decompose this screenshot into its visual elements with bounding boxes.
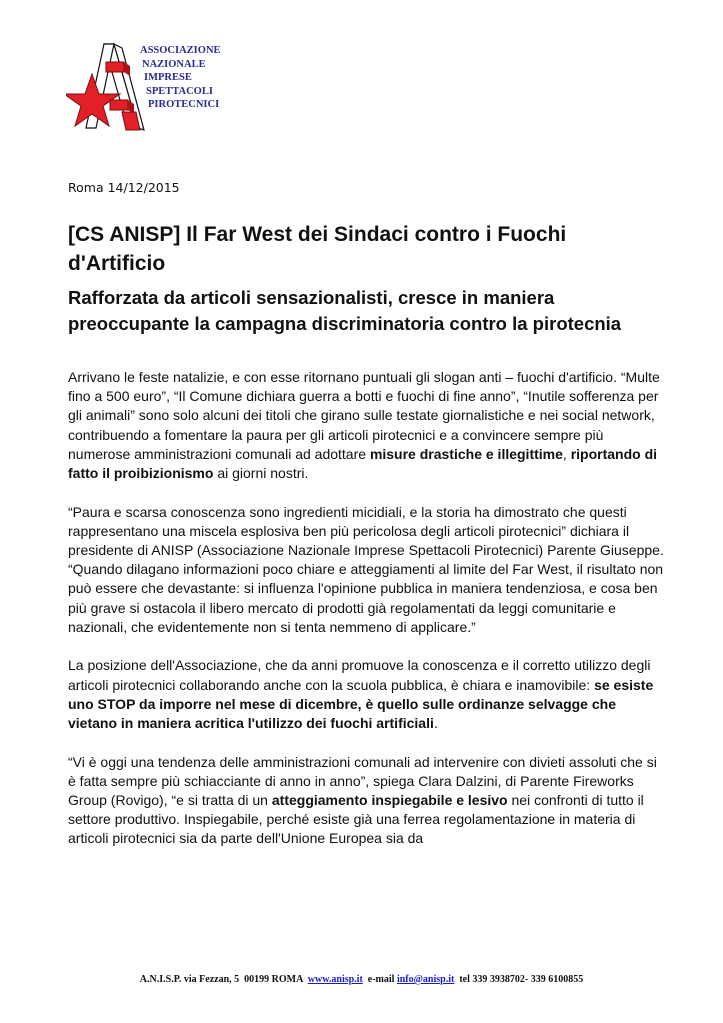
footer-address: A.N.I.S.P. via Fezzan, 5 00199 ROMA [139,974,308,985]
footer-mail-label: e-mail [362,974,397,985]
anisp-emblem-icon [66,42,146,137]
text-run: . [433,715,438,732]
logo-line: PIROTECNICI [148,99,220,110]
bold-text: riportando di fatto il proibizionismo [68,445,658,482]
footer-phones: tel 339 3938702- 339 6100855 [454,974,584,985]
paragraph-2: “Paura e scarsa conoscenza sono ingredienti micidiali, e la storia ha dimostrato che questi rappresentano una miscela esplosiva ben più pericolosa degli articoli pirotecnici” dichiara il presidente di ANISP (Associazione Nazionale Imprese Spettacoli Pirotecnici) Parente Giuseppe. “Quando dilagano informazioni poco chiare e atteggiamenti al limite del Far West, il risultato non può essere che devastante: si influenza l'opinione pubblica in maniera tendenziosa, e cosa ben più grave si ostacola il libero mercato di prodotti già regolamentati da leggi comunitarie e nazionali, che evidentemente non si tenta nemmeno di applicare.” [68,503,664,635]
document-date: Roma 14/12/2015 [68,180,180,195]
bold-text: atteggiamento inspiegabile e lesivo [271,792,508,809]
bold-text: misure drastiche e illegittime [369,445,563,462]
page-footer [0,974,723,985]
website-link[interactable]: www.anisp.it [307,974,363,985]
email-link[interactable]: info@anisp.it [396,974,455,985]
paragraph-1 [68,368,664,483]
page-subtitle: Rafforzata da articoli sensazionalisti, cresce in maniera preoccupante la campagna discriminatoria contro la pirotecnia [68,287,622,334]
text-run: ai giorni nostri. [213,465,309,482]
bold-text: se esiste uno STOP da imporre nel mese di dicembre, è quello sulle ordinanze selvagge che vietano in maniera acritica l'utilizzo dei fuochi artificiali [68,676,654,732]
paragraph-4 [68,753,664,849]
page-title: [CS ANISP] Il Far West dei Sindaci contro i Fuochi d'Artificio [68,223,567,275]
logo-line: SPETTACOLI [146,85,213,97]
logo-line: NAZIONALE [142,58,206,70]
text-run: La posizione dell'Associazione, che da anni promuove la conoscenza e il corretto utilizzo degli articoli pirotecnici collaborando anche con la scuola pubblica, è chiara e inamovibile: [68,657,651,693]
article-body [68,368,664,868]
text-run: , [562,445,571,462]
text-run: “Vi è oggi una tendenza delle amministrazioni comunali ad intervenire con divieti assoluti che si è fatta sempre più schiacciante di anno in anno”, spiega Clara Dalzini, di Parente Fireworks Group (Rovigo), “e si tratta di un [68,753,657,809]
text-run: Arrivano le feste natalizie, e con esse ritornano puntuali gli slogan anti – fuochi d'artificio. “Multe fino a 500 euro”, “Il Comune dichiara guerra a botti e fuochi di fine anno”, “Inutile sofferenza per gli animali” sono solo alcuni dei titoli che girano sulle testate giornalistiche e nei social network, contribuendo a fomentare la paura per gli articoli pirotecnici e a convincere sempre più numerose amministrazioni comunali ad adottare [68,369,660,462]
logo-line: IMPRESE [144,72,192,83]
text-run: nei confronti di tutto il settore produttivo. Inspiegabile, perché esiste già una ferrea regolamentazione in materia di articoli pirotecnici sia da parte dell'Unione Europea sia da [68,792,644,847]
logo-line: ASSOCIAZIONE [140,45,221,56]
paragraph-3 [68,656,664,733]
logo-wordmark [140,44,221,112]
